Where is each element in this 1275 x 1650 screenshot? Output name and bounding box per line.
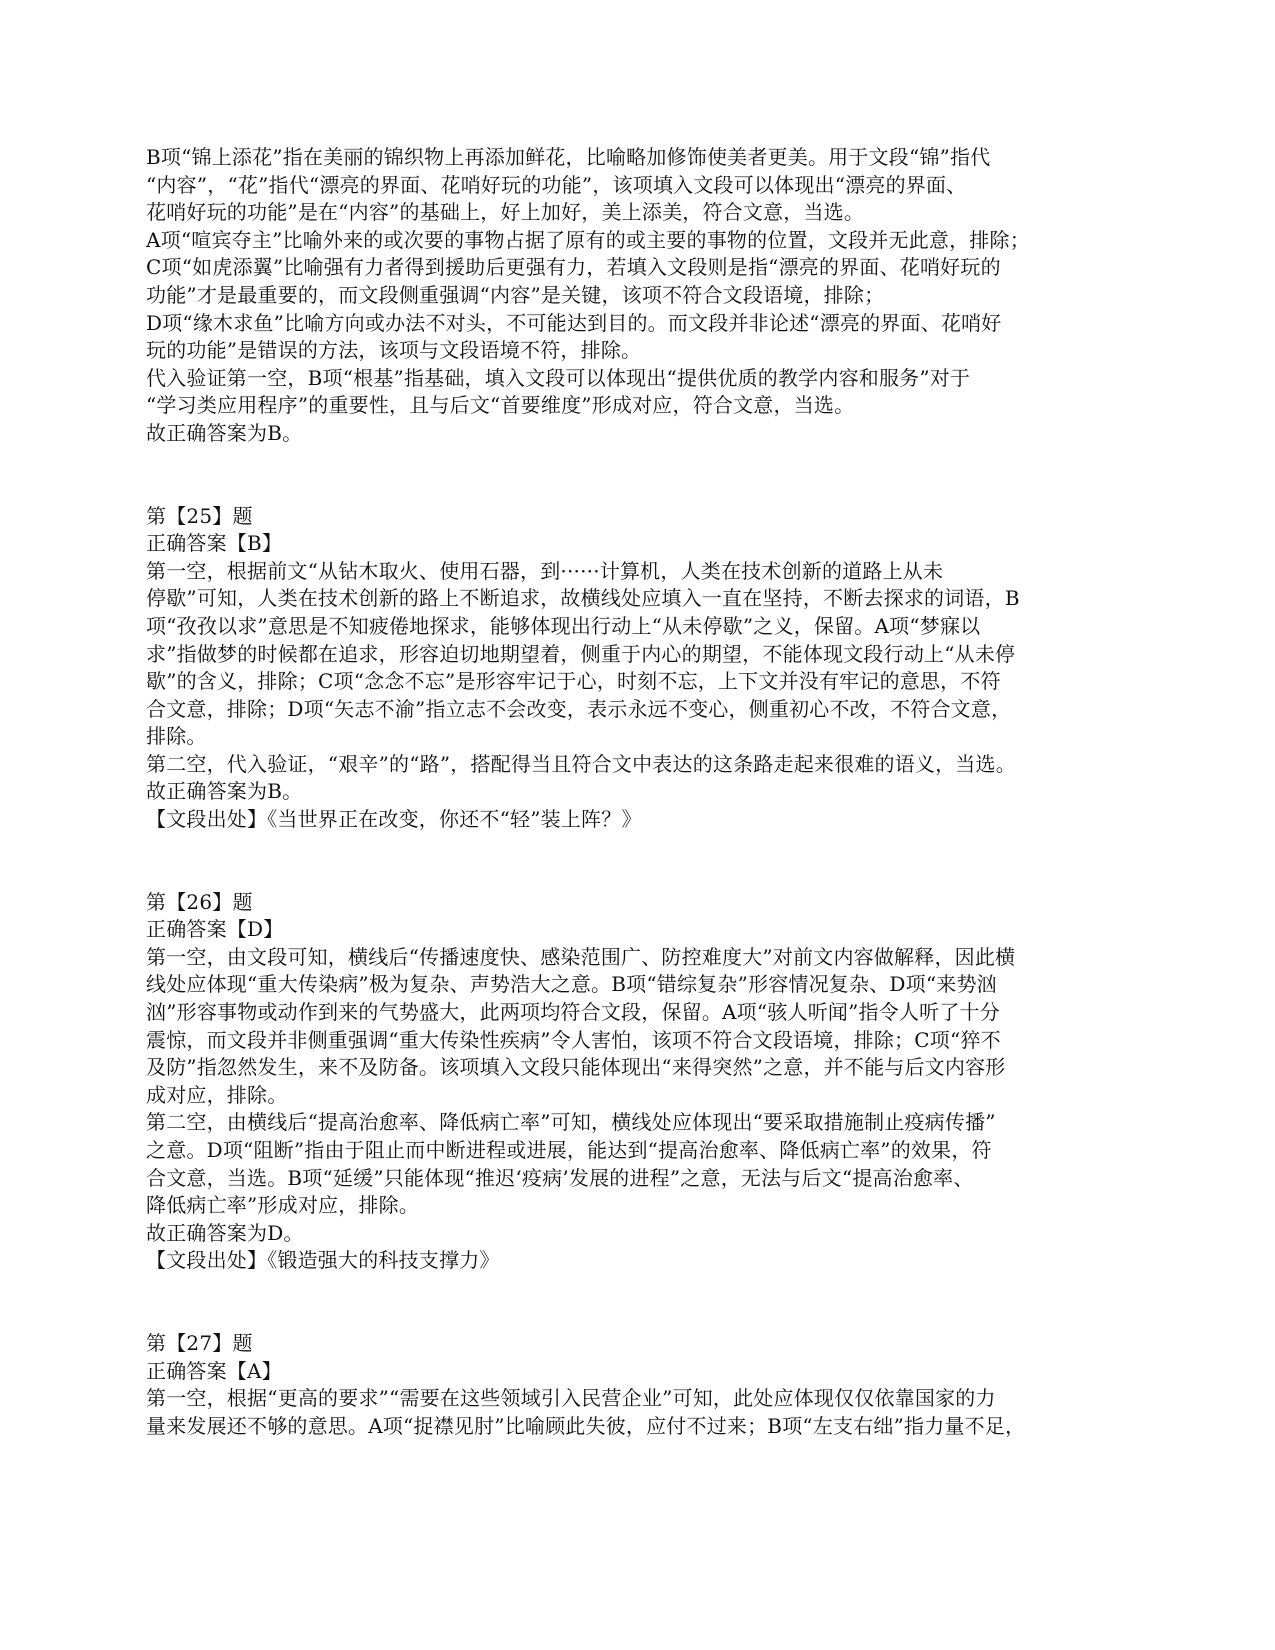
text-line: “学习类应用程序”的重要性，且与后文“首要维度”形成对应，符合文意，当选。: [146, 393, 855, 418]
text-line: 歇”的含义，排除；C项“念念不忘”是形容牢记于心，时刻不忘，上下文并没有牢记的意思，不符: [146, 669, 1001, 694]
text-line: 线处应体现“重大传染病”极为复杂、声势浩大之意。B项“错综复杂”形容情况复杂、D项“来势汹: [146, 972, 997, 997]
text-line: “内容”，“花”指代“漂亮的界面、花哨好玩的功能”，该项填入文段可以体现出“漂亮的界面、: [146, 172, 967, 197]
text-line: D项“缘木求鱼”比喻方向或办法不对头，不可能达到目的。而文段并非论述“漂亮的界面、花哨好: [146, 310, 1002, 335]
text-line: A项“喧宾夺主”比喻外来的或次要的事物占据了原有的或主要的事物的位置，文段并无此意，排除；: [146, 227, 1030, 252]
text-line: 成对应，排除。: [146, 1082, 288, 1107]
text-line: 项“孜孜以求”意思是不知疲倦地探求，能够体现出行动上“从未停歇”之义，保留。A项“梦寐以: [146, 613, 981, 638]
text-line: 第一空，根据前文“从钻木取火、使用石器，到······计算机，人类在技术创新的道路上从未: [146, 558, 944, 583]
text-line: 合文意，排除；D项“矢志不渝”指立志不会改变，表示永远不变心，侧重初心不改，不符合文意，: [146, 696, 1012, 721]
section-spacer: [146, 834, 1136, 889]
text-line: 之意。D项“阻断”指由于阻止而中断进程或进展，能达到“提高治愈率、降低病亡率”的效果，符: [146, 1138, 992, 1162]
text-line: 代入验证第一空，B项“根基”指基础，填入文段可以体现出“提供优质的教学内容和服务”对于: [146, 365, 971, 390]
text-line: 玩的功能”是错误的方法，该项与文段语境不符，排除。: [146, 338, 642, 363]
text-line: 第一空，由文段可知，横线后“传播速度快、感染范围广、防控难度大”对前文内容做解释，因此横: [146, 944, 1016, 969]
question-title: 第【26】题: [146, 889, 253, 914]
question-title: 第【25】题: [146, 503, 253, 528]
document-page: [146, 144, 1136, 1440]
section-spacer: [146, 448, 1136, 503]
question-25: [146, 503, 1136, 834]
source-line: 【文段出处】《当世界正在改变，你还不“轻”装上阵？》: [146, 807, 642, 832]
text-line: 第二空，代入验证，“艰辛”的“路”，搭配得当且符合文中表达的这条路走起来很难的语义，当选。: [146, 751, 1016, 776]
final-answer-line: 故正确答案为B。: [146, 420, 303, 445]
text-line: 求”指做梦的时候都在追求，形容迫切地期望着，侧重于内心的期望，不能体现文段行动上“从未停: [146, 641, 1016, 666]
source-line: 【文段出处】《锻造强大的科技支撑力》: [146, 1248, 500, 1273]
text-line: 汹”形容事物或动作到来的气势盛大，此两项均符合文段，保留。A项“骇人听闻”指令人听了十分: [146, 1000, 1000, 1025]
question-27: [146, 1330, 1136, 1440]
text-line: 降低病亡率”形成对应，排除。: [146, 1193, 420, 1218]
text-line: 停歇”可知，人类在技术创新的路上不断追求，故横线处应填入一直在坚持，不断去探求的词语，B: [146, 586, 1020, 611]
text-line: 量来发展还不够的意思。A项“捉襟见肘”比喻顾此失彼，应付不过来；B项“左支右绌”指力量不足，: [146, 1413, 1026, 1438]
text-line: B项“锦上添花”指在美丽的锦织物上再添加鲜花，比喻略加修饰使美者更美。用于文段“锦”指代: [146, 145, 991, 169]
text-line: 第一空，根据“更高的要求”“需要在这些领域引入民营企业”可知，此处应体现仅仅依靠国家的力: [146, 1386, 996, 1411]
text-line: 排除。: [146, 724, 207, 749]
text-line: 及防”指忽然发生，来不及防备。该项填入文段只能体现出“来得突然”之意，并不能与后文内容形: [146, 1055, 1006, 1080]
correct-answer: 正确答案【A】: [146, 1358, 282, 1383]
correct-answer: 正确答案【D】: [146, 917, 284, 942]
final-answer-line: 故正确答案为B。: [146, 779, 303, 804]
correct-answer: 正确答案【B】: [146, 531, 283, 556]
previous-question-explanation: [146, 144, 1136, 448]
final-answer-line: 故正确答案为D。: [146, 1220, 304, 1245]
text-line: 震惊，而文段并非侧重强调“重大传染性疾病”令人害怕，该项不符合文段语境，排除；C项“猝不: [146, 1027, 1001, 1052]
text-line: 合文意，当选。B项“延缓”只能体现“推迟‘疫病’发展的进程”之意，无法与后文“提高治愈率、: [146, 1165, 974, 1190]
question-title: 第【27】题: [146, 1330, 253, 1355]
text-line: C项“如虎添翼”比喻强有力者得到援助后更强有力，若填入文段则是指“漂亮的界面、花哨好玩的: [146, 255, 1001, 280]
text-line: 功能”才是最重要的，而文段侧重强调“内容”是关键，该项不符合文段语境，排除；: [146, 282, 885, 307]
text-line: 花哨好玩的功能”是在“内容”的基础上，好上加好，美上添美，符合文意，当选。: [146, 200, 865, 225]
section-spacer: [146, 1275, 1136, 1330]
question-26: [146, 889, 1136, 1275]
text-line: 第二空，由横线后“提高治愈率、降低病亡率”可知，横线处应体现出“要采取措施制止疫病传播”: [146, 1110, 996, 1135]
